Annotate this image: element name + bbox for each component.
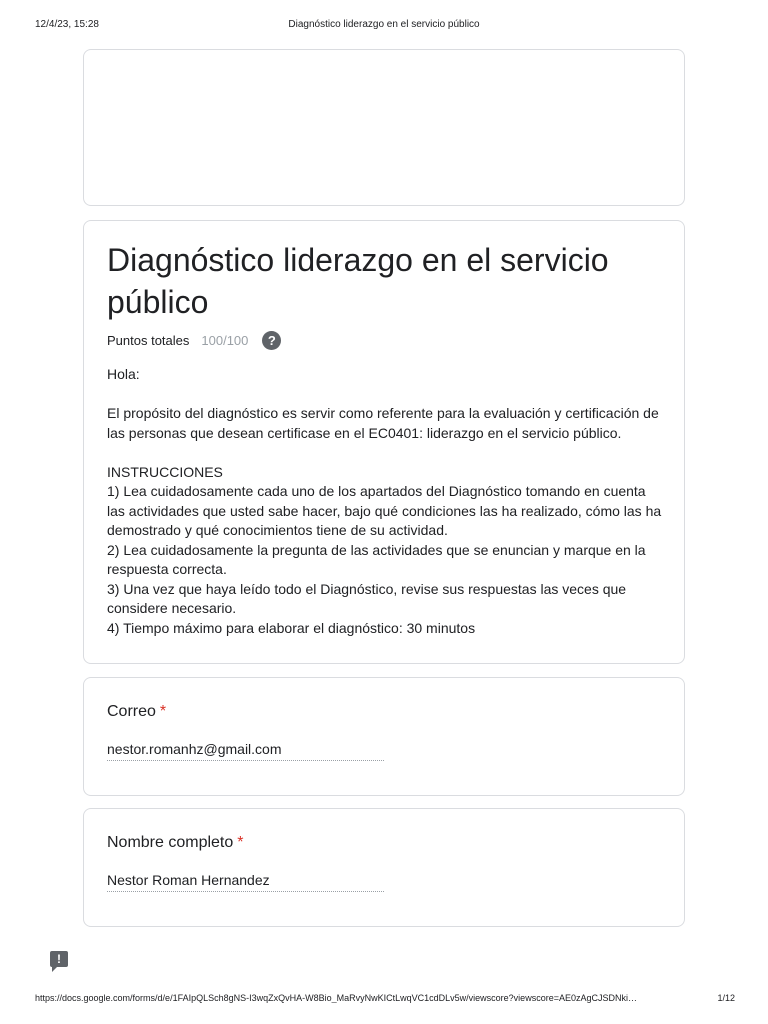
instruction-item: 1) Lea cuidadosamente cada uno de los apartados del Diagnóstico tomando en cuenta las actividades que usted sabe hacer, bajo qué condiciones las ha realizado, cómo las ha demostrado y qué conocimientos tiene de su actividad. <box>107 483 662 538</box>
instruction-item: 4) Tiempo máximo para elaborar el diagnóstico: 30 minutos <box>107 619 476 636</box>
feedback-icon[interactable]: ! <box>50 951 68 967</box>
form-title-card <box>83 220 685 664</box>
required-asterisk: * <box>159 703 167 720</box>
required-asterisk: * <box>237 834 244 851</box>
print-footer <box>0 993 768 1009</box>
instruction-item: 3) Una vez que haya leído todo el Diagnóstico, revise sus respuestas las veces que considere necesario. <box>107 580 627 616</box>
full-name-question-label <box>107 834 244 852</box>
print-page-title: Diagnóstico liderazgo en el servicio público <box>288 19 480 30</box>
email-answer: nestor.romanhz@gmail.com <box>107 740 384 761</box>
full-name-question-card <box>83 808 685 927</box>
email-question-label <box>107 703 166 721</box>
points-label: Puntos totales <box>107 332 190 348</box>
email-question-card <box>83 677 685 796</box>
print-datetime: 12/4/23, 15:28 <box>35 19 99 30</box>
full-name-answer: Nestor Roman Hernandez <box>107 871 384 892</box>
full-name-label-text: Nombre completo <box>107 834 234 851</box>
total-points <box>107 329 281 351</box>
form-title: Diagnóstico liderazgo en el servicio público <box>107 242 609 320</box>
description-greeting: Hola: <box>107 366 140 382</box>
points-value: 100/100 <box>201 332 249 348</box>
help-icon[interactable]: ? <box>262 331 281 350</box>
instructions-heading: INSTRUCCIONES <box>107 463 223 480</box>
header-banner-card <box>83 49 685 206</box>
instruction-item: 2) Lea cuidadosamente la pregunta de las actividades que se enuncian y marque en la respuesta correcta. <box>107 541 646 577</box>
email-label-text: Correo <box>107 703 156 720</box>
print-url: https://docs.google.com/forms/d/e/1FAIpQLSch8gNS-I3wqZxQvHA-W8Bio_MaRvyNwKICtLwqVC1cdDLv5w/viewscore?viewscore=AE0zAgCJSDNki… <box>35 993 637 1003</box>
print-header <box>0 0 768 40</box>
form-description <box>107 365 667 638</box>
description-purpose: El propósito del diagnóstico es servir como referente para la evaluación y certificación de las personas que desean certificase en el EC0401: liderazgo en el servicio público. <box>107 405 659 441</box>
print-page-number: 1/12 <box>717 993 735 1003</box>
